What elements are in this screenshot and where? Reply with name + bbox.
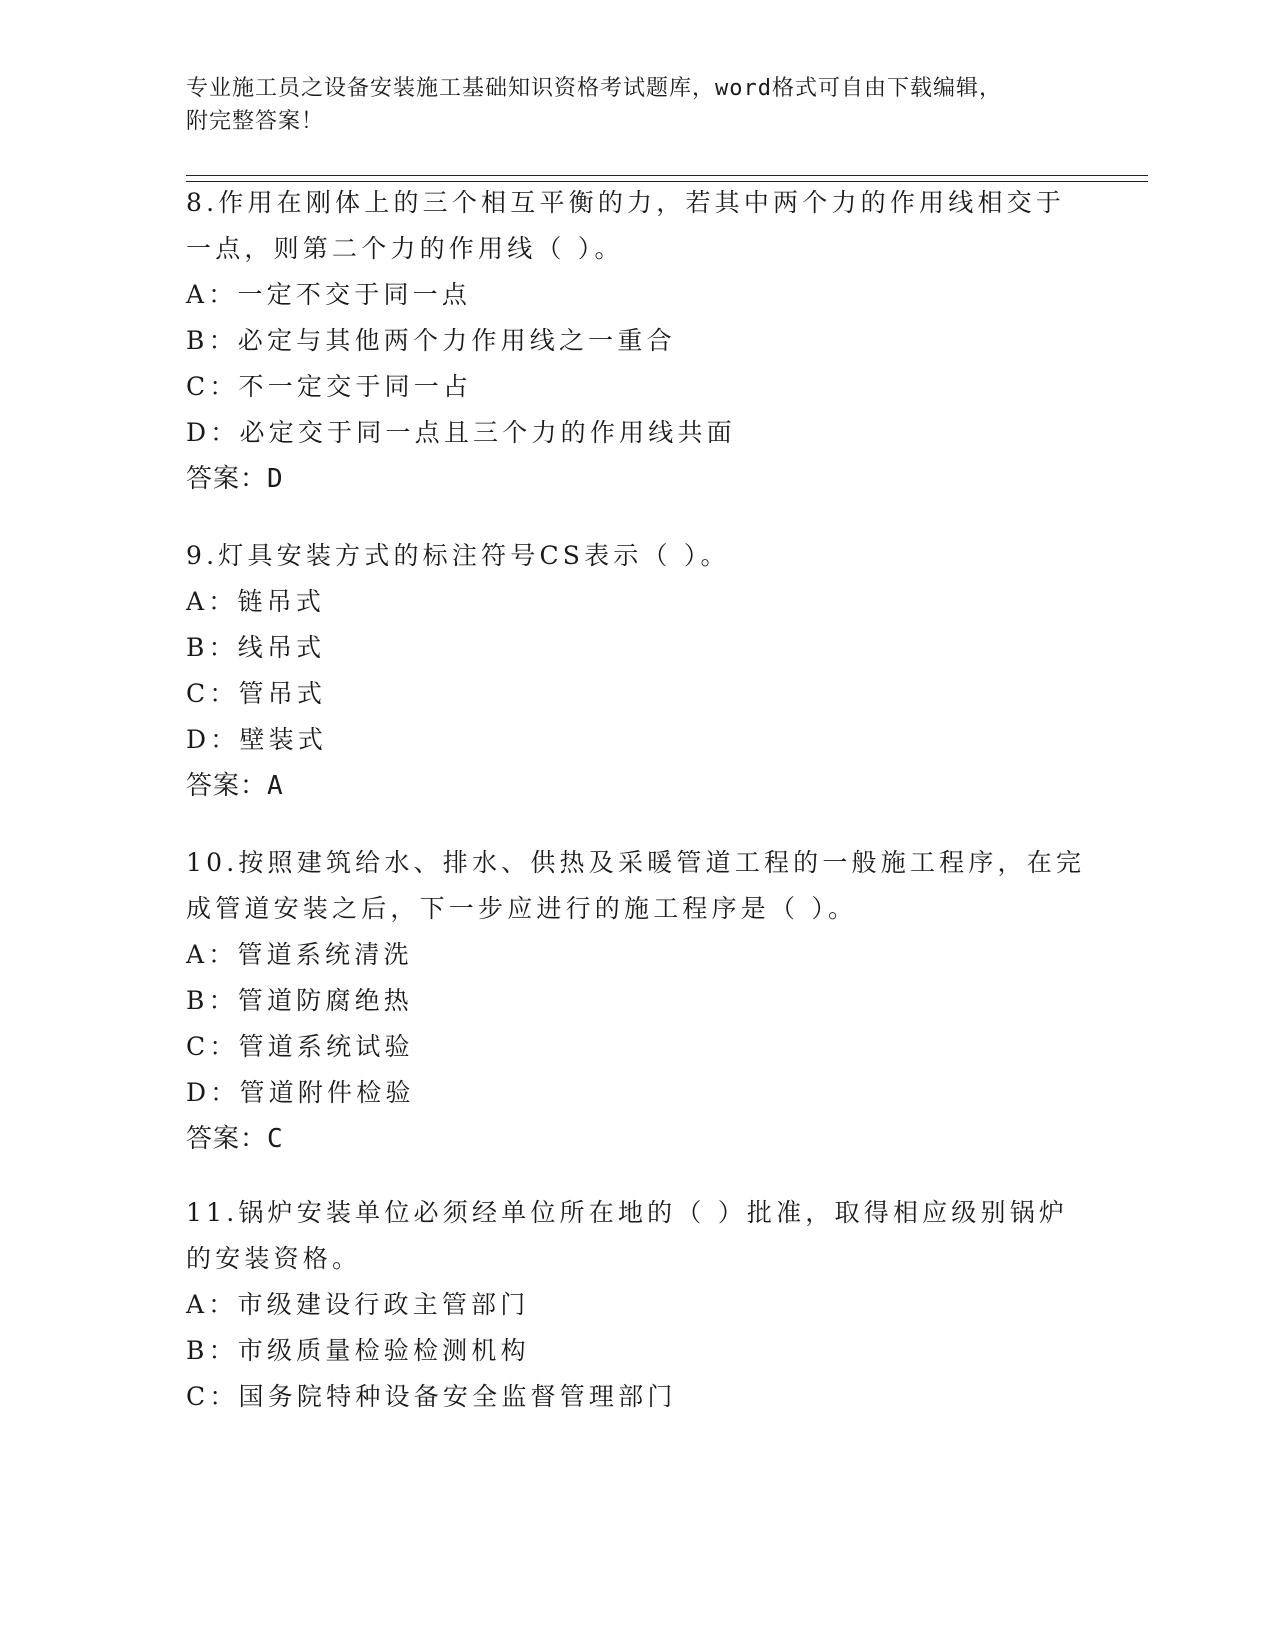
answer-line: 答案：D — [186, 464, 284, 494]
answer-line: 答案：A — [186, 771, 284, 801]
question-stem-line: 8.作用在刚体上的三个相互平衡的力，若其中两个力的作用线相交于 — [186, 188, 1066, 217]
option-c: C：管道系统试验 — [186, 1032, 414, 1061]
option-a: A：市级建设行政主管部门 — [186, 1290, 530, 1319]
header-divider-top — [186, 175, 1148, 176]
document-header — [186, 72, 1086, 138]
question-stem-line: 9.灯具安装方式的标注符号CS表示（ ）。 — [186, 541, 730, 570]
option-c: C：不一定交于同一占 — [186, 372, 473, 401]
question-stem-line: 成管道安装之后，下一步应进行的施工程序是（ ）。 — [186, 894, 858, 923]
option-b: B：线吊式 — [186, 633, 326, 662]
option-b: B：市级质量检验检测机构 — [186, 1336, 530, 1365]
question-11 — [186, 1190, 1086, 1420]
option-d: D：必定交于同一点且三个力的作用线共面 — [186, 418, 736, 447]
option-c: C：管吊式 — [186, 679, 327, 708]
option-a: A：一定不交于同一点 — [186, 280, 472, 309]
option-a: A：链吊式 — [186, 587, 326, 616]
header-line-1: 专业施工员之设备安装施工基础知识资格考试题库，word格式可自由下载编辑， — [186, 76, 1002, 101]
question-8 — [186, 180, 1086, 502]
answer-line: 答案：C — [186, 1124, 284, 1154]
option-b: B：管道防腐绝热 — [186, 986, 413, 1015]
question-stem-line: 10.按照建筑给水、排水、供热及采暖管道工程的一般施工程序，在完 — [186, 848, 1086, 877]
question-stem-line: 的安装资格。 — [186, 1244, 362, 1273]
header-line-2: 附完整答案！ — [186, 109, 325, 134]
question-10 — [186, 840, 1086, 1162]
question-stem-line: 11.锅炉安装单位必须经单位所在地的（ ）批准，取得相应级别锅炉 — [186, 1198, 1069, 1227]
option-c: C：国务院特种设备安全监督管理部门 — [186, 1382, 677, 1411]
question-stem-line: 一点，则第二个力的作用线（ ）。 — [186, 234, 624, 263]
option-d: D：壁装式 — [186, 725, 328, 754]
option-b: B：必定与其他两个力作用线之一重合 — [186, 326, 676, 355]
question-9 — [186, 533, 1086, 809]
option-d: D：管道附件检验 — [186, 1078, 415, 1107]
option-a: A：管道系统清洗 — [186, 940, 413, 969]
